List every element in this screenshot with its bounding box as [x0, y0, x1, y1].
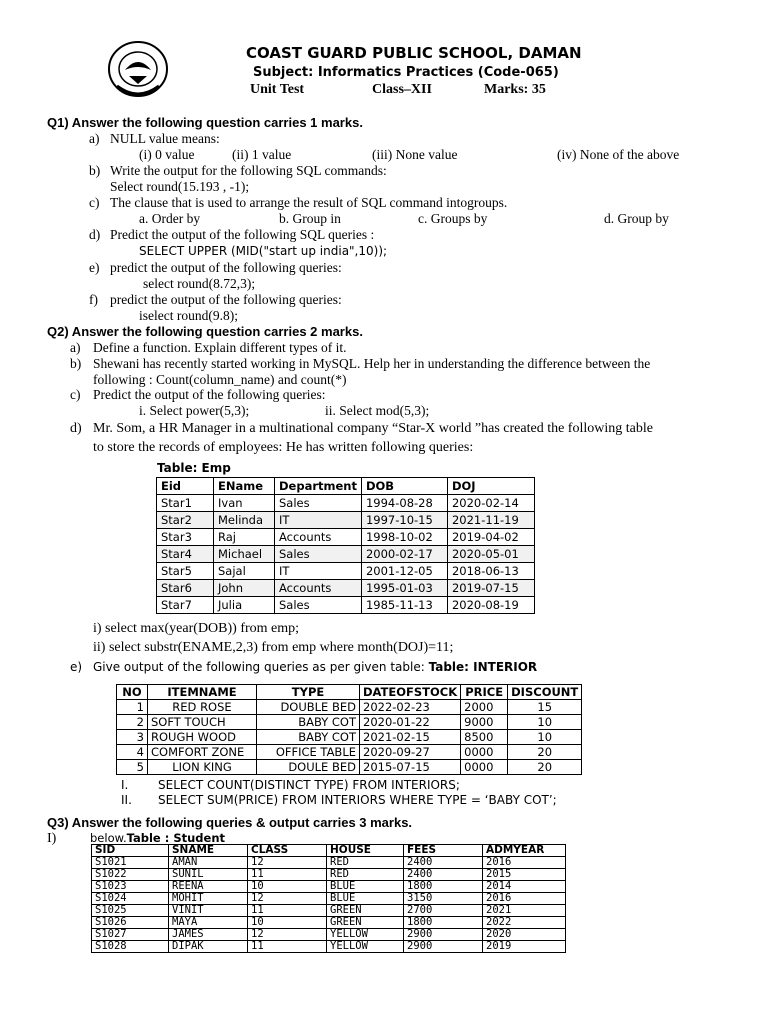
table-cell: Sales [275, 597, 362, 614]
q1-b-label: b) [89, 163, 101, 178]
school-name: COAST GUARD PUBLIC SCHOOL, DAMAN [246, 44, 582, 62]
table-cell: 15 [508, 700, 582, 715]
table-cell: 8500 [461, 730, 508, 745]
table-row [117, 760, 582, 775]
q3-label: I) [47, 831, 57, 846]
q1-a-option: (i) 0 value [139, 147, 195, 162]
table-cell: DOULE BED [257, 760, 360, 775]
table-cell: SOFT TOUCH [148, 715, 257, 730]
table-cell: RED ROSE [148, 700, 257, 715]
table-cell: S1026 [92, 917, 169, 929]
table-cell: 10 [508, 730, 582, 745]
column-header: DISCOUNT [508, 685, 582, 700]
q1-c-option: d. Group by [604, 211, 669, 226]
q1-f-text: predict the output of the following queries: [110, 292, 342, 307]
column-header: DOB [361, 478, 447, 495]
table-cell: DIPAK [169, 941, 248, 953]
table-row [92, 917, 566, 929]
interior-table-caption: Table: INTERIOR [428, 660, 538, 674]
table-header-row [157, 478, 535, 495]
interior-query: SELECT SUM(PRICE) FROM INTERIORS WHERE TYPE = ‘BABY COT’; [158, 793, 557, 807]
table-cell: 2020-09-27 [360, 745, 461, 760]
table-row [92, 929, 566, 941]
q1-d-label: d) [89, 227, 101, 242]
q1-e-label: e) [89, 260, 100, 275]
q2-e-text-main: Give output of the following queries as per given table: [93, 660, 429, 674]
table-cell: Star4 [157, 546, 214, 563]
table-cell: COMFORT ZONE [148, 745, 257, 760]
q1-a-text: NULL value means: [110, 131, 220, 146]
table-row [92, 857, 566, 869]
table-row [117, 730, 582, 745]
q3-title: Q3) Answer the following queries & output carries 3 marks. [47, 815, 413, 830]
table-cell: IT [275, 512, 362, 529]
table-cell: 2020 [483, 929, 566, 941]
table-cell: 2900 [404, 929, 483, 941]
table-cell: Michael [214, 546, 275, 563]
table-cell: 12 [248, 857, 327, 869]
table-cell: 2020-02-14 [447, 495, 534, 512]
emp-table-caption: Table: Emp [157, 461, 231, 475]
q2-d-query-2: ii) select substr(ENAME,2,3) from emp where month(DOJ)=11; [93, 640, 454, 655]
table-cell: JAMES [169, 929, 248, 941]
table-cell: S1022 [92, 869, 169, 881]
table-cell: S1024 [92, 893, 169, 905]
table-cell: 3150 [404, 893, 483, 905]
q1-c-option: c. Groups by [418, 211, 488, 226]
table-cell: RED [327, 857, 404, 869]
q2-b-text-cont: following : Count(column_name) and count(*) [93, 372, 347, 387]
table-cell: 2400 [404, 857, 483, 869]
table-row [157, 512, 535, 529]
table-cell: 2000-02-17 [361, 546, 447, 563]
table-cell: Star5 [157, 563, 214, 580]
table-cell: 2021-02-15 [360, 730, 461, 745]
table-cell: VINIT [169, 905, 248, 917]
test-name: Unit Test [250, 82, 305, 97]
q1-c-option: b. Group in [279, 211, 341, 226]
table-row [157, 529, 535, 546]
q3-below-text: below. [90, 831, 127, 845]
column-header: ADMYEAR [483, 845, 566, 857]
q2-d-query-1: i) select max(year(DOB)) from emp; [93, 621, 300, 636]
table-cell: 2018-06-13 [447, 563, 534, 580]
table-cell: 1800 [404, 881, 483, 893]
table-cell: Accounts [275, 580, 362, 597]
q2-a-text: Define a function. Explain different types of it. [93, 340, 347, 355]
table-cell: 12 [248, 893, 327, 905]
class-label: Class–XII [372, 82, 432, 97]
q2-d-label: d) [70, 421, 82, 436]
table-cell: S1025 [92, 905, 169, 917]
table-cell: Accounts [275, 529, 362, 546]
table-cell: 1 [117, 700, 148, 715]
table-cell: 2 [117, 715, 148, 730]
table-header-row [92, 845, 566, 857]
student-table [91, 844, 566, 953]
table-row [92, 869, 566, 881]
column-header: EName [214, 478, 275, 495]
table-cell: IT [275, 563, 362, 580]
table-cell: 3 [117, 730, 148, 745]
table-row [92, 881, 566, 893]
q1-title: Q1) Answer the following question carries 1 marks. [47, 115, 363, 130]
q1-f-query: iselect round(9.8); [139, 308, 238, 323]
table-cell: S1021 [92, 857, 169, 869]
table-cell: 9000 [461, 715, 508, 730]
table-row [92, 941, 566, 953]
table-cell: 1998-10-02 [361, 529, 447, 546]
q1-d-query: SELECT UPPER (MID("start up india",10)); [139, 244, 388, 258]
column-header: TYPE [257, 685, 360, 700]
table-cell: BABY COT [257, 730, 360, 745]
table-cell: 11 [248, 905, 327, 917]
table-cell: Sales [275, 495, 362, 512]
table-cell: S1023 [92, 881, 169, 893]
marks-label: Marks: 35 [484, 82, 546, 97]
table-cell: Star2 [157, 512, 214, 529]
table-cell: 0000 [461, 745, 508, 760]
table-cell: 2021 [483, 905, 566, 917]
table-cell: GREEN [327, 905, 404, 917]
school-logo [107, 40, 169, 98]
table-cell: OFFICE TABLE [257, 745, 360, 760]
q2-e-label: e) [70, 660, 83, 674]
table-row [157, 597, 535, 614]
emp-table [156, 477, 535, 614]
table-cell: S1027 [92, 929, 169, 941]
table-cell: 2000 [461, 700, 508, 715]
table-cell: 2001-12-05 [361, 563, 447, 580]
column-header: FEES [404, 845, 483, 857]
q1-c-text: The clause that is used to arrange the result of SQL command intogroups. [110, 195, 508, 210]
table-cell: Star7 [157, 597, 214, 614]
column-header: NO [117, 685, 148, 700]
table-cell: Star3 [157, 529, 214, 546]
q1-a-label: a) [89, 131, 100, 146]
table-cell: MOHIT [169, 893, 248, 905]
column-header: Department [275, 478, 362, 495]
column-header: HOUSE [327, 845, 404, 857]
table-cell: 1997-10-15 [361, 512, 447, 529]
q1-a-option: (iii) None value [372, 147, 458, 162]
table-cell: 2019 [483, 941, 566, 953]
table-cell: Ivan [214, 495, 275, 512]
table-cell: YELLOW [327, 941, 404, 953]
table-cell: LION KING [148, 760, 257, 775]
table-row [157, 563, 535, 580]
table-cell: YELLOW [327, 929, 404, 941]
table-row [92, 905, 566, 917]
table-cell: 1985-11-13 [361, 597, 447, 614]
table-row [117, 700, 582, 715]
table-row [157, 546, 535, 563]
table-cell: 2022 [483, 917, 566, 929]
q1-a-option: (iv) None of the above [557, 147, 680, 162]
table-cell: 2015 [483, 869, 566, 881]
table-cell: Sajal [214, 563, 275, 580]
table-cell: 20 [508, 745, 582, 760]
table-cell: 5 [117, 760, 148, 775]
q2-d-text-cont: to store the records of employees: He has written following queries: [93, 440, 474, 455]
table-cell: 10 [508, 715, 582, 730]
table-cell: John [214, 580, 275, 597]
q2-c-label: c) [70, 387, 81, 402]
table-cell: 2700 [404, 905, 483, 917]
table-cell: SUNIL [169, 869, 248, 881]
q3-caption [90, 831, 225, 845]
column-header: CLASS [248, 845, 327, 857]
table-cell: 20 [508, 760, 582, 775]
table-row [157, 495, 535, 512]
table-cell: Julia [214, 597, 275, 614]
table-cell: Star1 [157, 495, 214, 512]
table-cell: 1994-08-28 [361, 495, 447, 512]
table-cell: 2020-08-19 [447, 597, 534, 614]
table-cell: 2015-07-15 [360, 760, 461, 775]
table-cell: 2019-04-02 [447, 529, 534, 546]
q1-a-option: (ii) 1 value [232, 147, 292, 162]
table-cell: 0000 [461, 760, 508, 775]
q2-a-label: a) [70, 340, 81, 355]
table-cell: 2020-05-01 [447, 546, 534, 563]
column-header: PRICE [461, 685, 508, 700]
q2-d-text: Mr. Som, a HR Manager in a multinational company “Star-X world ”has created the following table [93, 421, 653, 436]
table-cell: 4 [117, 745, 148, 760]
table-row [92, 893, 566, 905]
table-cell: MAYA [169, 917, 248, 929]
table-cell: 2020-01-22 [360, 715, 461, 730]
q2-c-option: i. Select power(5,3); [139, 403, 250, 418]
q1-e-query: select round(8.72,3); [143, 276, 256, 291]
table-cell: 2019-07-15 [447, 580, 534, 597]
table-cell: 1995-01-03 [361, 580, 447, 597]
table-cell: 2022-02-23 [360, 700, 461, 715]
table-row [117, 745, 582, 760]
column-header: SNAME [169, 845, 248, 857]
student-table-caption: Table : Student [126, 831, 226, 845]
q2-c-option: ii. Select mod(5,3); [325, 403, 430, 418]
q1-b-text: Write the output for the following SQL commands: [110, 163, 387, 178]
q2-e-text [93, 660, 537, 674]
q1-d-text: Predict the output of the following SQL queries : [110, 227, 375, 242]
q2-b-text: Shewani has recently started working in MySQL. Help her in understanding the difference between the [93, 356, 651, 371]
interior-query-num: I. [121, 778, 129, 792]
table-cell: 2016 [483, 857, 566, 869]
q2-c-text: Predict the output of the following queries: [93, 387, 326, 402]
table-cell: BLUE [327, 893, 404, 905]
table-cell: AMAN [169, 857, 248, 869]
table-cell: BABY COT [257, 715, 360, 730]
table-cell: Star6 [157, 580, 214, 597]
subject-line: Subject: Informatics Practices (Code-065) [253, 65, 559, 80]
table-cell: Melinda [214, 512, 275, 529]
table-cell: 2400 [404, 869, 483, 881]
table-cell: BLUE [327, 881, 404, 893]
table-cell: 10 [248, 917, 327, 929]
table-cell: DOUBLE BED [257, 700, 360, 715]
column-header: ITEMNAME [148, 685, 257, 700]
table-cell: 2021-11-19 [447, 512, 534, 529]
interior-table [116, 684, 582, 775]
table-cell: RED [327, 869, 404, 881]
column-header: Eid [157, 478, 214, 495]
table-cell: Raj [214, 529, 275, 546]
table-cell: 2900 [404, 941, 483, 953]
table-cell: 1800 [404, 917, 483, 929]
q2-b-label: b) [70, 356, 82, 371]
table-cell: 12 [248, 929, 327, 941]
table-cell: Sales [275, 546, 362, 563]
column-header: DOJ [447, 478, 534, 495]
table-cell: ROUGH WOOD [148, 730, 257, 745]
column-header: SID [92, 845, 169, 857]
q1-f-label: f) [89, 292, 98, 307]
q2-title: Q2) Answer the following question carries 2 marks. [47, 324, 363, 339]
table-cell: 2016 [483, 893, 566, 905]
q1-e-text: predict the output of the following queries: [110, 260, 342, 275]
table-cell: S1028 [92, 941, 169, 953]
interior-query-num: II. [121, 793, 132, 807]
interior-query: SELECT COUNT(DISTINCT TYPE) FROM INTERIORS; [158, 778, 460, 792]
q1-c-option: a. Order by [139, 211, 201, 226]
table-cell: 2014 [483, 881, 566, 893]
q1-c-label: c) [89, 195, 100, 210]
table-row [157, 580, 535, 597]
table-cell: REENA [169, 881, 248, 893]
table-row [117, 715, 582, 730]
table-cell: 11 [248, 941, 327, 953]
table-header-row [117, 685, 582, 700]
table-cell: GREEN [327, 917, 404, 929]
q1-b-query: Select round(15.193 , -1); [110, 179, 250, 194]
table-cell: 11 [248, 869, 327, 881]
table-cell: 10 [248, 881, 327, 893]
column-header: DATEOFSTOCK [360, 685, 461, 700]
